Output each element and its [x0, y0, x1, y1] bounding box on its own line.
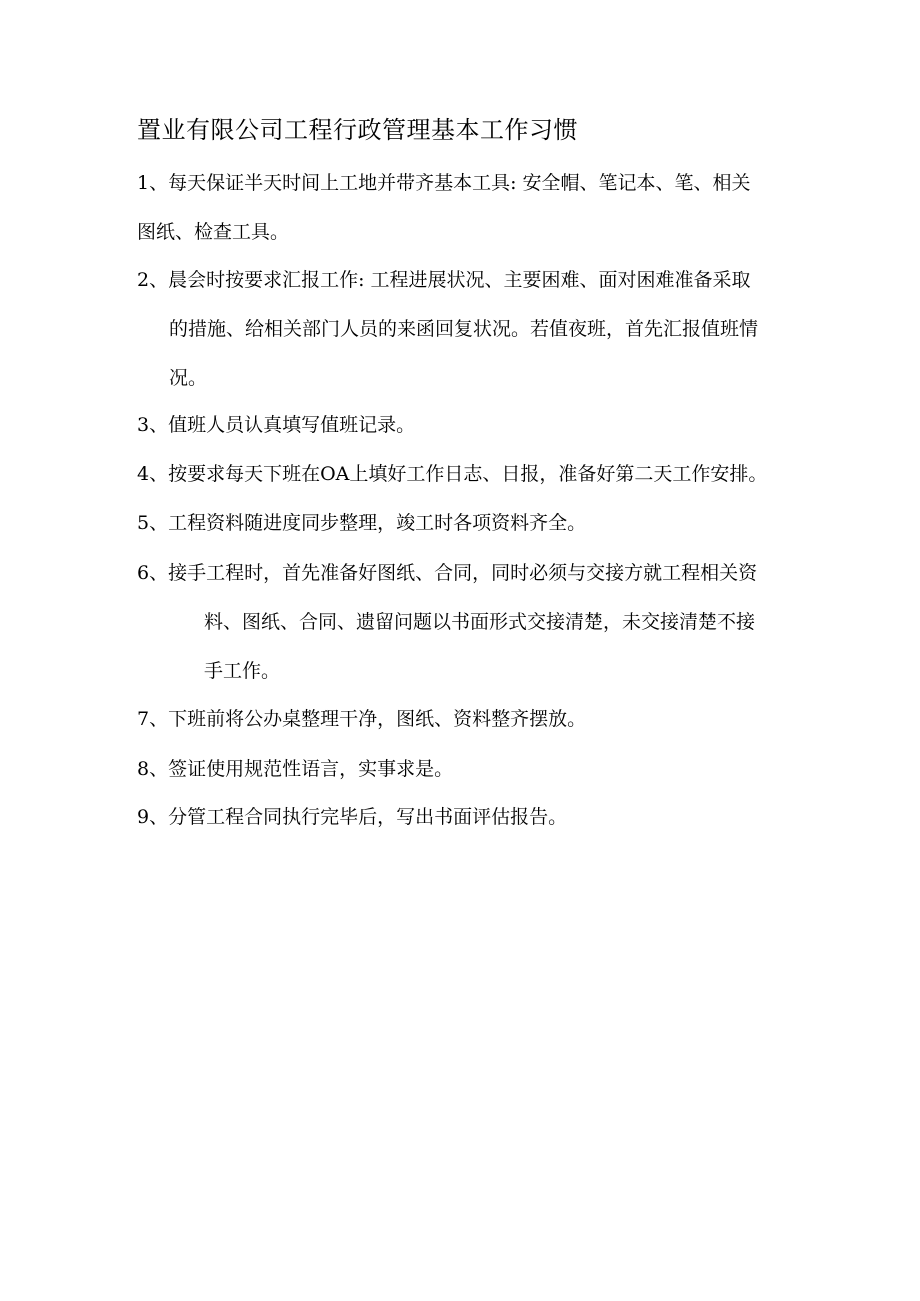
document-title: 置业有限公司工程行政管理基本工作习惯: [137, 116, 578, 144]
list-item: [137, 456, 787, 492]
list-item: [137, 505, 787, 541]
list-item-line: 4、按要求每天下班在OA上填好工作日志、日报，准备好第二天工作安排。: [137, 463, 768, 485]
list-item-line: 7、下班前将公办桌整理干净，图纸、资料整齐摆放。: [137, 708, 587, 730]
list-item: [137, 407, 787, 443]
list-item: [137, 262, 787, 396]
list-item-line: 9、分管工程合同执行完毕后，写出书面评估报告。: [137, 806, 568, 828]
list-item-line: 图纸、检查工具。: [137, 221, 290, 243]
list-item: [137, 751, 787, 787]
list-item-line: 的措施、给相关部门人员的来函回复状况。若值夜班，首先汇报值班情: [169, 318, 759, 340]
list-item-line: 5、工程资料随进度同步整理，竣工时各项资料齐全。: [137, 512, 587, 534]
list-item: [137, 555, 787, 689]
list-item-line: 料、图纸、合同、遗留问题以书面形式交接清楚，未交接清楚不接: [204, 611, 756, 633]
list-item: [137, 799, 787, 835]
list-item-line: 况。: [169, 367, 208, 389]
list-item-line: 2、晨会时按要求汇报工作: 工程进展状况、主要困难、面对困难准备采取: [137, 269, 751, 291]
list-item-line: 8、签证使用规范性语言，实事求是。: [137, 758, 454, 780]
list-item: [137, 701, 787, 737]
list-item-line: 3、值班人员认真填写值班记录。: [137, 414, 416, 436]
list-item: [137, 165, 787, 250]
list-item-line: 1、每天保证半天时间上工地并带齐基本工具: 安全帽、笔记本、笔、相关: [137, 172, 751, 194]
list-item-line: 6、接手工程时，首先准备好图纸、合同，同时必须与交接方就工程相关资: [137, 562, 758, 584]
list-item-line: 手工作。: [204, 660, 281, 682]
